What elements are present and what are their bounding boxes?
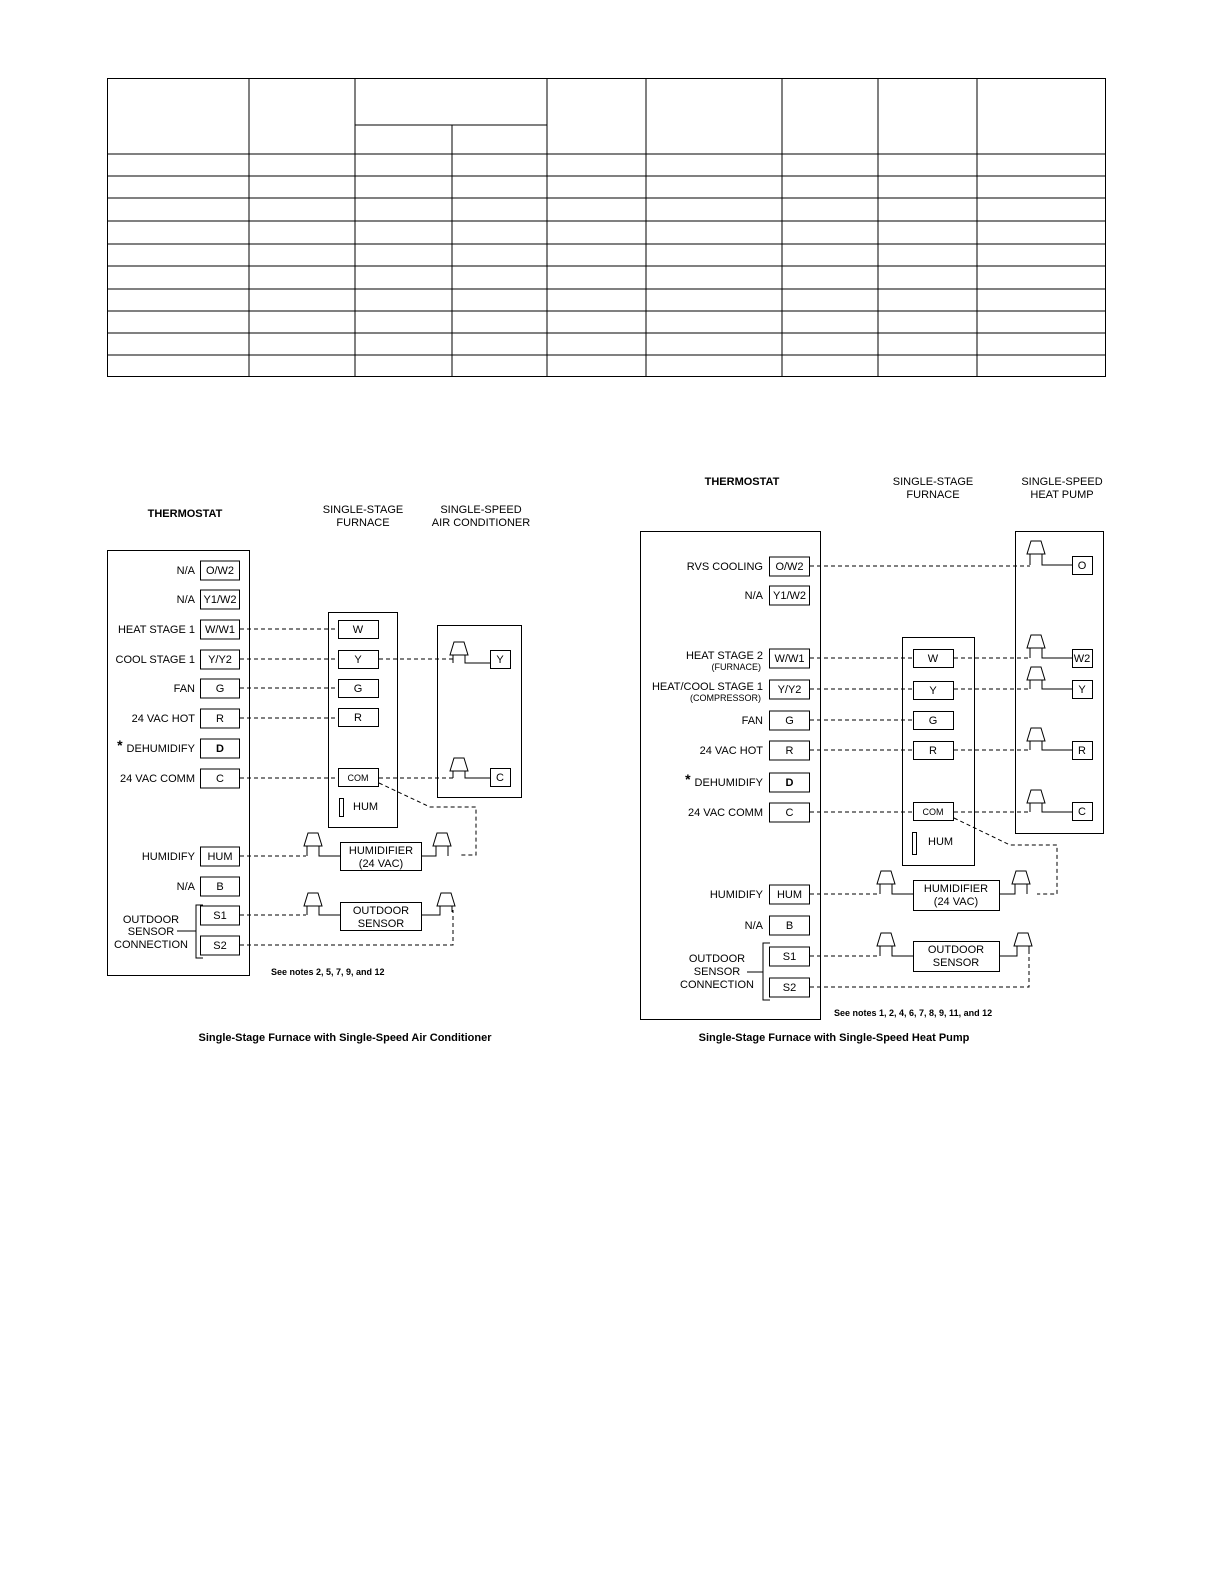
right-sensor-label-1: OUTDOOR bbox=[688, 953, 746, 965]
left-row-label-humidify: HUMIDIFY bbox=[141, 851, 195, 863]
left-furnace-header-1: SINGLE-STAGE bbox=[322, 504, 404, 516]
right-hp-y-label: Y bbox=[1078, 684, 1086, 696]
right-humidifier-label-2: (24 VAC) bbox=[933, 896, 979, 908]
right-row-label-n-a: N/A bbox=[744, 590, 763, 602]
left-row-label-n-a: N/A bbox=[176, 565, 195, 577]
right-row-label-n-a: N/A bbox=[744, 920, 763, 932]
right-hp-header-2: HEAT PUMP bbox=[1030, 489, 1094, 501]
left-terminal-label-w-w1: W/W1 bbox=[205, 624, 235, 636]
right-furnace-header-1: SINGLE-STAGE bbox=[892, 476, 974, 488]
left-row-label-24-vac-comm: 24 VAC COMM bbox=[120, 773, 195, 785]
right-hp-w2-label: W2 bbox=[1073, 653, 1091, 665]
right-terminal-label-d: D bbox=[785, 777, 794, 789]
left-terminal-label-s1: S1 bbox=[213, 910, 227, 922]
left-sensor-label-3: CONNECTION bbox=[114, 939, 188, 951]
right-asterisk: * bbox=[685, 771, 691, 787]
left-furnace-hum-label: HUM bbox=[353, 801, 379, 813]
left-terminal-label-s2: S2 bbox=[213, 940, 227, 952]
right-outdoor-sensor-label-2: SENSOR bbox=[932, 957, 980, 969]
left-ac-header-2: AIR CONDITIONER bbox=[431, 517, 531, 529]
left-humidifier-label-2: (24 VAC) bbox=[358, 858, 404, 870]
right-furnace-com-label: COM bbox=[922, 807, 944, 817]
right-terminal-label-s1: S1 bbox=[782, 951, 797, 963]
left-furnace-r-label: R bbox=[354, 712, 362, 724]
right-terminal-label-b: B bbox=[785, 920, 794, 932]
left-terminal-label-y1-w2: Y1/W2 bbox=[203, 594, 237, 606]
right-terminal-label-w-w1: W/W1 bbox=[774, 653, 805, 665]
right-terminal-label-hum: HUM bbox=[776, 889, 803, 901]
right-row-label-humidify: HUMIDIFY bbox=[709, 889, 763, 901]
right-row-sublabel-furnace: (FURNACE) bbox=[711, 662, 761, 672]
left-row-label-24-vac-hot: 24 VAC HOT bbox=[131, 713, 195, 725]
right-terminal-label-r: R bbox=[785, 745, 794, 757]
left-row-label-n-a: N/A bbox=[176, 881, 195, 893]
left-terminal-label-o-w2: O/W2 bbox=[205, 565, 235, 577]
left-furnace-y-label: Y bbox=[354, 654, 362, 666]
left-furnace-w-label: W bbox=[352, 624, 364, 636]
right-terminal-label-y1-w2: Y1/W2 bbox=[772, 590, 807, 602]
right-notes: See notes 1, 2, 4, 6, 7, 8, 9, 11, and 12 bbox=[834, 1008, 993, 1018]
right-hp-r-label: R bbox=[1078, 745, 1086, 757]
left-terminal-label-c: C bbox=[216, 773, 224, 785]
left-thermostat-header: THERMOSTAT bbox=[147, 508, 223, 520]
left-row-label-cool-stage-1: COOL STAGE 1 bbox=[115, 654, 195, 666]
left-furnace-g-label: G bbox=[353, 683, 363, 695]
left-furnace-com-label: COM bbox=[347, 773, 369, 783]
right-terminal-label-s2: S2 bbox=[782, 982, 797, 994]
right-hp-header-1: SINGLE-SPEED bbox=[1021, 476, 1103, 488]
right-furnace-w-label: W bbox=[927, 653, 939, 665]
left-notes: See notes 2, 5, 7, 9, and 12 bbox=[271, 967, 385, 977]
left-terminal-label-hum: HUM bbox=[207, 851, 233, 863]
right-row-label-rvs-cooling: RVS COOLING bbox=[686, 561, 763, 573]
right-row-label-24-vac-hot: 24 VAC HOT bbox=[699, 745, 763, 757]
right-diagram bbox=[641, 476, 1104, 1044]
left-terminal-label-g: G bbox=[215, 683, 225, 695]
left-furnace-hum-terminal bbox=[340, 799, 344, 817]
right-row-label-24-vac-comm: 24 VAC COMM bbox=[688, 807, 763, 819]
left-asterisk: * bbox=[117, 737, 123, 753]
right-furnace-hum-terminal bbox=[913, 833, 917, 855]
left-sensor-label-2: SENSOR bbox=[127, 926, 175, 938]
right-row-sublabel-compressor: (COMPRESSOR) bbox=[689, 693, 761, 703]
left-diagram bbox=[108, 504, 531, 1044]
left-furnace-header-2: FURNACE bbox=[336, 517, 390, 529]
right-furnace-r-label: R bbox=[929, 745, 937, 757]
right-furnace-y-label: Y bbox=[929, 685, 937, 697]
right-furnace-g-label: G bbox=[928, 715, 938, 727]
left-terminal-label-r: R bbox=[216, 713, 224, 725]
right-terminal-label-y-y2: Y/Y2 bbox=[777, 684, 802, 696]
left-row-label-n-a: N/A bbox=[176, 594, 195, 606]
left-ac-header-1: SINGLE-SPEED bbox=[440, 504, 522, 516]
right-outdoor-sensor-label-1: OUTDOOR bbox=[927, 944, 985, 956]
right-sensor-label-2: SENSOR bbox=[693, 966, 741, 978]
right-thermostat-header: THERMOSTAT bbox=[704, 476, 780, 488]
right-humidifier-label-1: HUMIDIFIER bbox=[923, 883, 989, 895]
left-ac-y-label: Y bbox=[496, 654, 504, 666]
left-sensor-label-1: OUTDOOR bbox=[122, 914, 180, 926]
left-ac-c-label: C bbox=[496, 772, 504, 784]
right-row-label-heat-cool-stage-1: HEAT/COOL STAGE 1 bbox=[651, 681, 763, 693]
left-row-label-heat-stage-1: HEAT STAGE 1 bbox=[117, 624, 195, 636]
left-humidifier-label-1: HUMIDIFIER bbox=[348, 845, 414, 857]
left-outdoor-sensor-label-1: OUTDOOR bbox=[352, 905, 410, 917]
right-furnace-hum-label: HUM bbox=[928, 836, 954, 848]
right-row-label-fan: FAN bbox=[741, 715, 763, 727]
left-row-label-fan: FAN bbox=[173, 683, 195, 695]
left-terminal-label-d: D bbox=[216, 743, 224, 755]
right-row-label-heat-stage-2: HEAT STAGE 2 bbox=[685, 650, 763, 662]
left-outdoor-sensor-label-2: SENSOR bbox=[357, 918, 405, 930]
left-row-label-dehumidify: DEHUMIDIFY bbox=[126, 743, 195, 755]
right-terminal-label-c: C bbox=[785, 807, 794, 819]
right-sensor-label-3: CONNECTION bbox=[680, 979, 754, 991]
right-caption: Single-Stage Furnace with Single-Speed Heat Pump bbox=[698, 1032, 970, 1044]
right-hp-o-label: O bbox=[1077, 560, 1087, 572]
right-row-label-dehumidify: DEHUMIDIFY bbox=[694, 777, 763, 789]
left-terminal-label-b: B bbox=[216, 881, 224, 893]
right-terminal-label-g: G bbox=[785, 715, 794, 727]
left-terminal-label-y-y2: Y/Y2 bbox=[208, 654, 232, 666]
right-terminal-label-o-w2: O/W2 bbox=[775, 561, 804, 573]
left-caption: Single-Stage Furnace with Single-Speed Air Conditioner bbox=[198, 1032, 492, 1044]
right-furnace-header-2: FURNACE bbox=[906, 489, 960, 501]
right-hp-c-label: C bbox=[1078, 806, 1086, 818]
